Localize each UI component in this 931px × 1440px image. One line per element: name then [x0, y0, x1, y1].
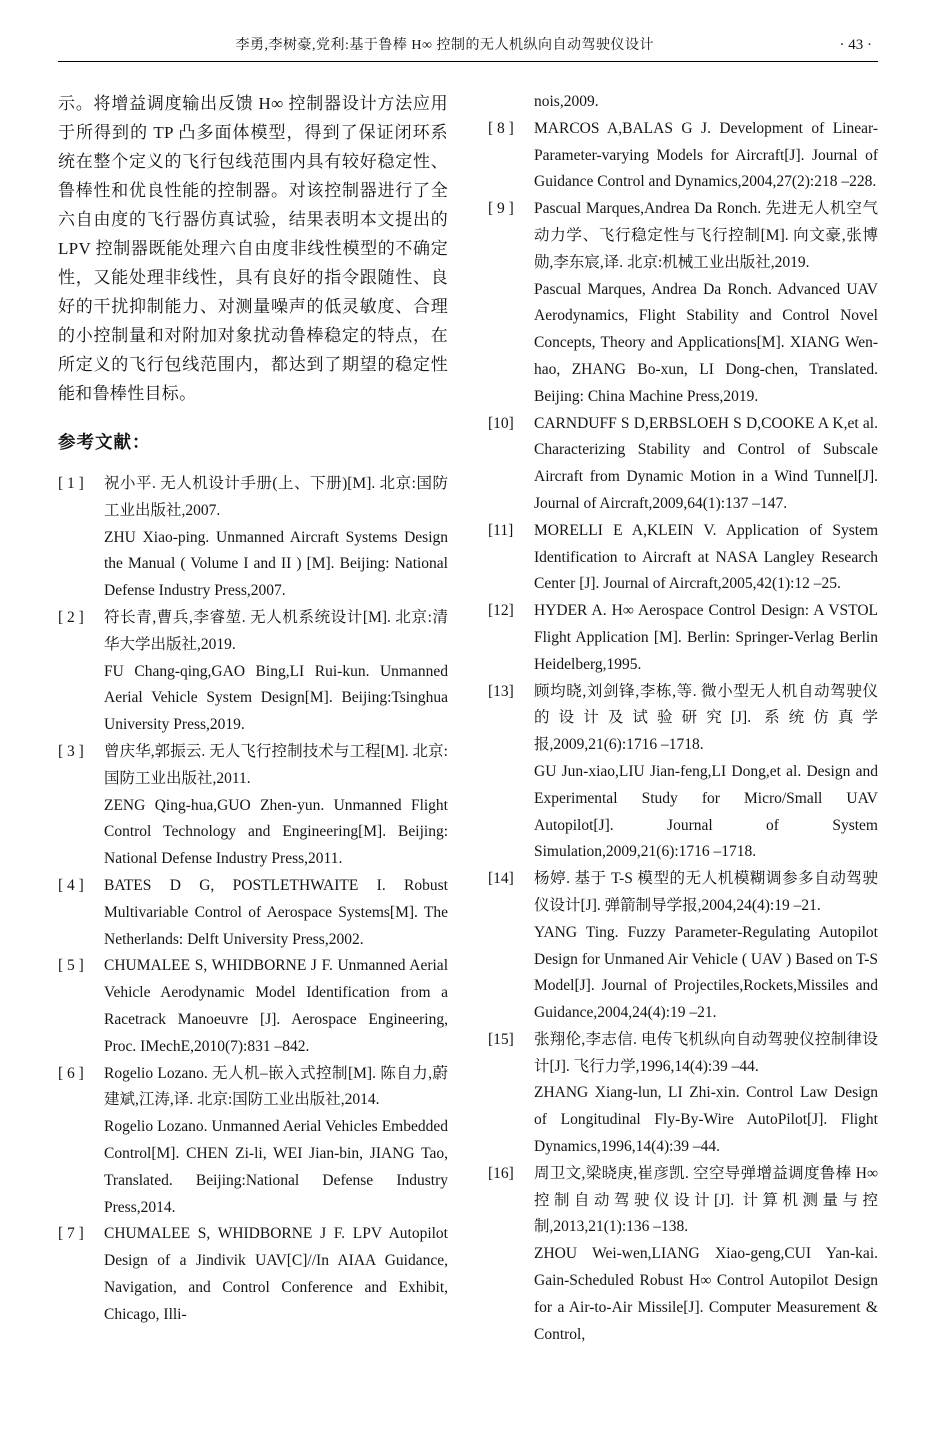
reference-body [104, 471, 448, 605]
reference-body [104, 1221, 448, 1328]
reference-number: [ 2 ] [58, 608, 84, 626]
left-column [58, 89, 448, 1348]
header-divider [58, 61, 878, 62]
reference-item [488, 1161, 878, 1349]
reference-item [58, 1221, 448, 1328]
two-column-body [58, 89, 878, 1348]
running-title: 李勇,李树豪,党利:基于鲁棒 H∞ 控制的无人机纵向自动驾驶仪设计 [235, 38, 654, 53]
reference-body [104, 953, 448, 1060]
reference-text: HYDER A. H∞ Aerospace Control Design: A VSTOL Flight Application [M]. Berlin: Springer-Verlag Berlin Heidelberg,1995. [534, 602, 878, 673]
reference-body [534, 866, 878, 1027]
reference-item [488, 196, 878, 410]
reference-number: [11] [488, 521, 514, 539]
reference-number: [ 5 ] [58, 957, 84, 975]
reference-number: [10] [488, 414, 514, 432]
reference-body [534, 1161, 878, 1349]
references-list-left [58, 471, 448, 1329]
reference-7-continuation: nois,2009. [534, 93, 599, 110]
reference-text: 祝小平. 无人机设计手册(上、下册)[M]. 北京:国防工业出版社,2007. [104, 475, 448, 519]
reference-text: 张翔伦,李志信. 电传飞机纵向自动驾驶仪控制律设计[J]. 飞行力学,1996,14(4):39 –44. [534, 1030, 878, 1075]
reference-text: CARNDUFF S D,ERBSLOEH S D,COOKE A K,et al. Characterizing Stability and Control of Subscale Aircraft from Dynamic Motion in a Wind Tunnel[J]. Journal of Aircraft,2009,64(1):137 –147. [534, 414, 878, 512]
reference-item [488, 866, 878, 1027]
reference-number: [13] [488, 682, 514, 700]
reference-text: ZHANG Xiang-lun, LI Zhi-xin. Control Law Design of Longitudinal Fly-By-Wire AutoPilot[J]. Flight Dynamics,1996,14(4):39 –44. [534, 1084, 878, 1156]
reference-text: Pascual Marques, Andrea Da Ronch. Advanced UAV Aerodynamics, Flight Stability and Control Novel Concepts, Theory and Applications[M]. XIANG Wen-hao, ZHANG Bo-xun, LI Dong-chen, Translated. Beijing: China Machine Press,2019. [534, 280, 878, 405]
reference-text: MORELLI E A,KLEIN V. Application of System Identification to Aircraft at NASA Langley Research Center [J]. Journal of Aircraft,2005,42(1):12 –25. [534, 521, 878, 593]
reference-body [534, 518, 878, 598]
reference-text: CHUMALEE S, WHIDBORNE J F. Unmanned Aerial Vehicle Aerodynamic Model Identification from a Racetrack Manoeuvre [J]. Aerospace Engineering, Proc. IMechE,2010(7):831 –842. [104, 957, 448, 1055]
reference-body [104, 873, 448, 953]
reference-body [104, 739, 448, 873]
page-header [58, 34, 878, 62]
running-head [58, 34, 878, 61]
reference-text: CHUMALEE S, WHIDBORNE J F. LPV Autopilot Design of a Jindivik UAV[C]//In AIAA Guidance, Navigation, and Control Conference and Exhibit, Chicago, Illi- [104, 1225, 448, 1323]
reference-item [58, 1061, 448, 1222]
reference-text: ZHU Xiao-ping. Unmanned Aircraft Systems Design the Manual ( Volume I and II ) [M]. Beijing: National Defense Industry Press,2007. [104, 528, 448, 600]
reference-body [534, 196, 878, 410]
reference-body [534, 598, 878, 678]
reference-body [534, 116, 878, 196]
reference-number: [ 4 ] [58, 876, 84, 894]
reference-text: FU Chang-qing,GAO Bing,LI Rui-kun. Unmanned Aerial Vehicle System Design[M]. Beijing:Tsinghua University Press,2019. [104, 662, 448, 734]
reference-number: [14] [488, 870, 514, 888]
reference-item [488, 679, 878, 867]
reference-text: ZENG Qing-hua,GUO Zhen-yun. Unmanned Flight Control Technology and Engineering[M]. Beijing: National Defense Industry Press,2011. [104, 796, 448, 868]
reference-body [534, 679, 878, 867]
reference-text: ZHOU Wei-wen,LIANG Xiao-geng,CUI Yan-kai. Gain-Scheduled Robust H∞ Control Autopilot Design for a Air-to-Air Missile[J]. Computer Measurement & Control, [534, 1245, 878, 1343]
reference-number: [12] [488, 602, 514, 620]
reference-body [534, 1027, 878, 1161]
reference-text: 符长青,曹兵,李睿堃. 无人机系统设计[M]. 北京:清华大学出版社,2019. [104, 608, 448, 653]
reference-text: 周卫文,梁晓庚,崔彦凯. 空空导弹增益调度鲁棒 H∞ 控制自动驾驶仪设计[J]. 计算机测量与控制,2013,21(1):136 –138. [534, 1164, 878, 1236]
reference-item [58, 471, 448, 605]
reference-item [488, 1027, 878, 1161]
reference-text: Rogelio Lozano. 无人机–嵌入式控制[M]. 陈自力,蔚建斌,江涛,译. 北京:国防工业出版社,2014. [104, 1064, 448, 1109]
reference-number: [ 6 ] [58, 1064, 84, 1082]
reference-text: YANG Ting. Fuzzy Parameter-Regulating Autopilot Design for Unmaned Air Vehicle ( UAV ) Based on T-S Model[J]. Journal of Projectiles,Rockets,Missiles and Guidance,2004,24(4):19 –21. [534, 923, 878, 1022]
right-column [488, 89, 878, 1348]
reference-text: 杨婷. 基于 T-S 模型的无人机模糊调参多自动驾驶仪设计[J]. 弹箭制导学报,2004,24(4):19 –21. [534, 870, 878, 914]
reference-number: [ 7 ] [58, 1225, 84, 1243]
reference-number: [ 9 ] [488, 200, 514, 218]
reference-text: GU Jun-xiao,LIU Jian-feng,LI Dong,et al. Design and Experimental Study for Micro/Small UAV Autopilot[J]. Journal of System Simulation,2009,21(6):1716 –1718. [534, 762, 878, 861]
reference-item [58, 605, 448, 739]
reference-item [488, 598, 878, 678]
reference-item [58, 873, 448, 953]
references-heading: 参考文献： [58, 432, 151, 452]
reference-number: [ 8 ] [488, 119, 514, 137]
reference-body [104, 1061, 448, 1222]
reference-text: 顾均晓,刘剑锋,李栋,等. 微小型无人机自动驾驶仪的设计及试验研究[J]. 系统仿真学报,2009,21(6):1716 –1718. [534, 682, 878, 754]
reference-item [58, 739, 448, 873]
reference-item [58, 953, 448, 1060]
page-number: · 43 · [839, 37, 872, 53]
reference-text: Pascual Marques,Andrea Da Ronch. 先进无人机空气动力学、飞行稳定性与飞行控制[M]. 向文豪,张博勋,李东宸,译. 北京:机械工业出版社,2019. [534, 200, 878, 271]
reference-text: MARCOS A,BALAS G J. Development of Linear-Parameter-varying Models for Aircraft[J]. Journal of Guidance Control and Dynamics,2004,27(2):218 –228. [534, 119, 878, 191]
reference-number: [15] [488, 1030, 514, 1048]
reference-body [104, 605, 448, 739]
reference-number: [16] [488, 1164, 514, 1182]
reference-text: BATES D G, POSTLETHWAITE I. Robust Multivariable Control of Aerospace Systems[M]. The Netherlands: Delft University Press,2002. [104, 876, 448, 948]
reference-number: [ 1 ] [58, 475, 84, 492]
reference-number: [ 3 ] [58, 742, 84, 760]
reference-text: Rogelio Lozano. Unmanned Aerial Vehicles Embedded Control[M]. CHEN Zi-li, WEI Jian-bin, JIANG Tao, Translated. Beijing:National Defense Industry Press,2014. [104, 1118, 448, 1216]
references-list-right [488, 116, 878, 1349]
reference-item [488, 518, 878, 598]
conclusion-paragraph: 示。将增益调度输出反馈 H∞ 控制器设计方法应用于所得到的 TP 凸多面体模型，得到了保证闭环系统在整个定义的飞行包线范围内具有较好稳定性、鲁棒性和优良性能的控制器。对该控制器进行了全六自由度的飞行器仿真试验，结果表明本文提出的 LPV 控制器既能处理六自由度非线性模型的不确定性，又能处理非线性，具有良好的指令跟随性、良好的干扰抑制能力、对测量噪声的低灵敏度、合理的小控制量和对附加对象扰动鲁棒稳定的特点，在所定义的飞行包线范围内，都达到了期望的稳定性能和鲁棒性目标。 [58, 94, 448, 403]
reference-item [488, 116, 878, 196]
reference-item [488, 411, 878, 518]
reference-body [534, 411, 878, 518]
reference-text: 曾庆华,郭振云. 无人飞行控制技术与工程[M]. 北京:国防工业出版社,2011. [104, 742, 448, 787]
